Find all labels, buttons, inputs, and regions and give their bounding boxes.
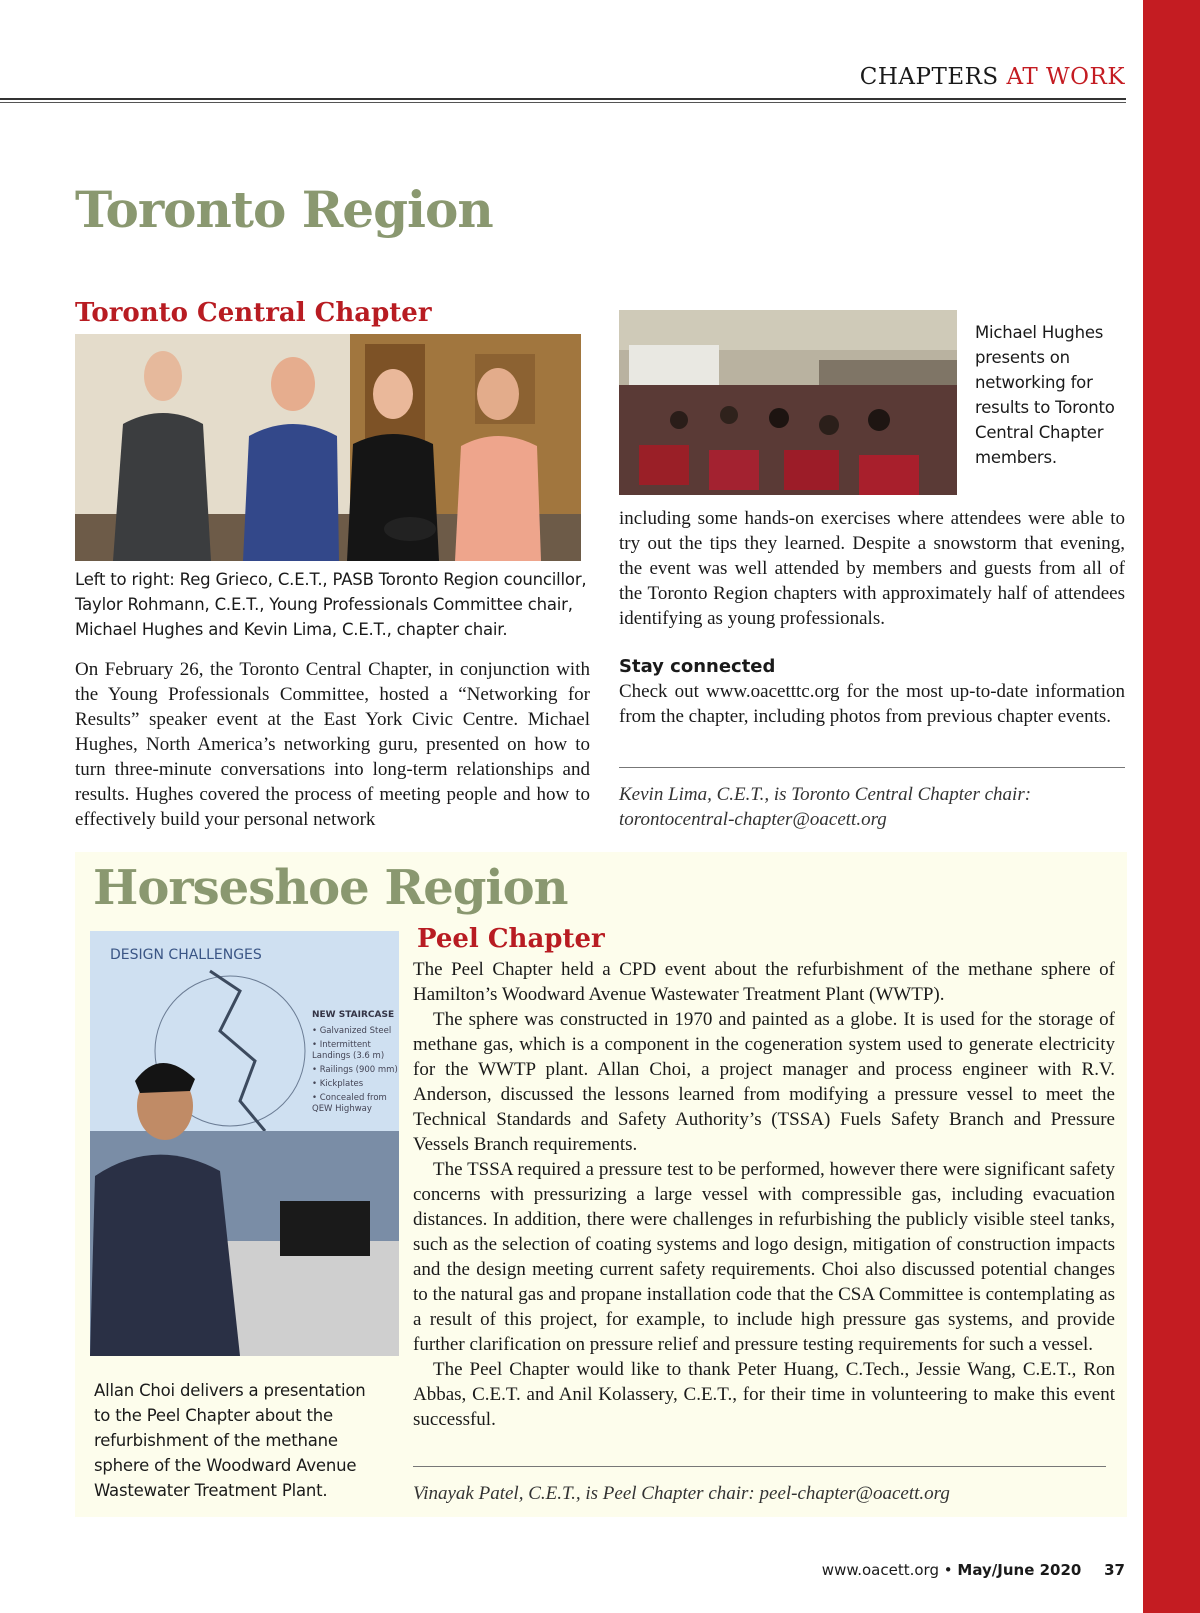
caption-line: refurbishment of the methane: [94, 1431, 338, 1450]
section-header-word1: CHAPTERS: [859, 64, 999, 90]
slide-bullet: Landings (3.6 m): [312, 1051, 385, 1061]
page-edge-bar: [1143, 0, 1200, 1613]
slide-bullet: • Kickplates: [312, 1079, 364, 1089]
peel-paragraph-3: The TSSA required a pressure test to be performed, however there were significant safety concerns with pressurizing a large vessel with compressible gas, including evacuation distances. In addition, there were challenges in refurbishing the publicly visible steel tanks, such as the selection of coating systems and logo design, mitigation of construction impacts and the design meeting current safety requirements. Choi also discussed potential changes to the natural gas and propane installation code that the CSA Committee is contemplating as a result of this project, for example, to include high pressure gas systems, and provide further clarification on pressure relief and pressure testing requirements for such a vessel.: [413, 1159, 1115, 1355]
presenter-photo: [90, 931, 399, 1356]
caption-line: sphere of the Woodward Avenue: [94, 1456, 357, 1475]
caption-line: Allan Choi delivers a presentation: [94, 1381, 366, 1400]
section-header-word2: AT WORK: [1006, 64, 1125, 90]
horseshoe-region-title: Horseshoe Region: [93, 860, 568, 916]
caption-line: members.: [975, 448, 1057, 467]
peel-paragraph-2: The sphere was constructed in 1970 and painted as a globe. It is used for the storage of methane gas, which is a component in the cogeneration system used to generate electricity for the WWTP plant. Allan Choi, a project manager and process engineer with R.V. Anderson, discussed the lessons learned from modifying a pressure vessel to meet the Technical Standards and Safety Authority’s (TSSA) Fuels Safety Branch and Pressure Vessels Branch requirements.: [413, 1009, 1115, 1155]
caption-line: Central Chapter: [975, 423, 1104, 442]
slide-bullet: • Railings (900 mm): [312, 1065, 398, 1075]
caption-line: to the Peel Chapter about the: [94, 1406, 333, 1425]
peel-paragraph-4: The Peel Chapter would like to thank Peter Huang, C.Tech., Jessie Wang, C.E.T., Ron Abbas, C.E.T. and Anil Kolassery, C.E.T., for their time in volunteering to make this event successful.: [413, 1359, 1115, 1430]
caption-line: Michael Hughes and Kevin Lima, C.E.T., chapter chair.: [75, 620, 508, 639]
toronto-paragraph-2: including some hands-on exercises where attendees were able to try out the tips they learned. Despite a snowstorm that evening, the event was well attended by members and guests from all of the Toronto Region chapters with approximately half of attendees identifying as young professionals.: [619, 508, 1125, 629]
caption-line: Michael Hughes: [975, 323, 1104, 342]
peel-byline-rule: [413, 1466, 1106, 1467]
footer-url: www.oacett.org: [821, 1561, 939, 1579]
header-rule-thin: [0, 102, 1126, 103]
stay-connected-body: [619, 679, 1125, 729]
slide-bullet: QEW Highway: [312, 1104, 372, 1114]
group-photo-caption: [75, 567, 595, 642]
peel-chapter-title: Peel Chapter: [417, 924, 605, 954]
caption-line: networking for: [975, 373, 1093, 392]
stay-connected-heading: Stay connected: [619, 656, 776, 677]
footer-bullet: •: [943, 1561, 953, 1579]
toronto-central-chapter-title: Toronto Central Chapter: [75, 298, 432, 328]
peel-byline: Vinayak Patel, C.E.T., is Peel Chapter chair: peel-chapter@oacett.org: [413, 1483, 950, 1504]
toronto-body-left: [75, 657, 590, 832]
caption-line: presents on: [975, 348, 1070, 367]
slide-bullet: • Concealed from: [312, 1093, 387, 1103]
toronto-byline-rule: [619, 767, 1125, 768]
toronto-body-right: [619, 506, 1125, 631]
group-photo: [75, 334, 581, 561]
peel-body: [413, 957, 1115, 1432]
audience-photo-caption: [975, 320, 1135, 470]
section-header: [860, 64, 1125, 90]
caption-line: results to Toronto: [975, 398, 1115, 417]
peel-paragraph-1: The Peel Chapter held a CPD event about the refurbishment of the methane sphere of Hamilton’s Woodward Avenue Wastewater Treatment Plant (WWTP).: [413, 959, 1115, 1005]
slide-bullet: • Intermittent: [312, 1040, 371, 1050]
caption-line: Taylor Rohmann, C.E.T., Young Professionals Committee chair,: [75, 595, 573, 614]
caption-line: Left to right: Reg Grieco, C.E.T., PASB Toronto Region councillor,: [75, 570, 587, 589]
stay-connected-text: Check out www.oacetttc.org for the most up-to-date information from the chapter, including photos from previous chapter events.: [619, 681, 1125, 727]
slide-heading: NEW STAIRCASE: [312, 1010, 395, 1020]
slide-title: DESIGN CHALLENGES: [110, 947, 262, 963]
presenter-photo-caption: [94, 1378, 394, 1503]
audience-photo: [619, 310, 957, 495]
toronto-paragraph-1: On February 26, the Toronto Central Chapter, in conjunction with the Young Professionals Committee, hosted a “Networking for Results” speaker event at the East York Civic Centre. Michael Hughes, North America’s networking guru, presented on how to turn three-minute conversations into long-term relationships and results. Hughes covered the process of meeting people and how to effectively build your personal network: [75, 659, 590, 830]
caption-line: Wastewater Treatment Plant.: [94, 1481, 328, 1500]
toronto-region-title: Toronto Region: [75, 180, 493, 239]
footer-issue: May/June 2020: [957, 1561, 1082, 1579]
toronto-byline: Kevin Lima, C.E.T., is Toronto Central Chapter chair: torontocentral-chapter@oacett.org: [619, 784, 1032, 830]
page-footer: [822, 1561, 1125, 1579]
header-rule: [0, 98, 1126, 100]
page-number: 37: [1104, 1561, 1125, 1579]
slide-bullet: • Galvanized Steel: [312, 1026, 392, 1036]
